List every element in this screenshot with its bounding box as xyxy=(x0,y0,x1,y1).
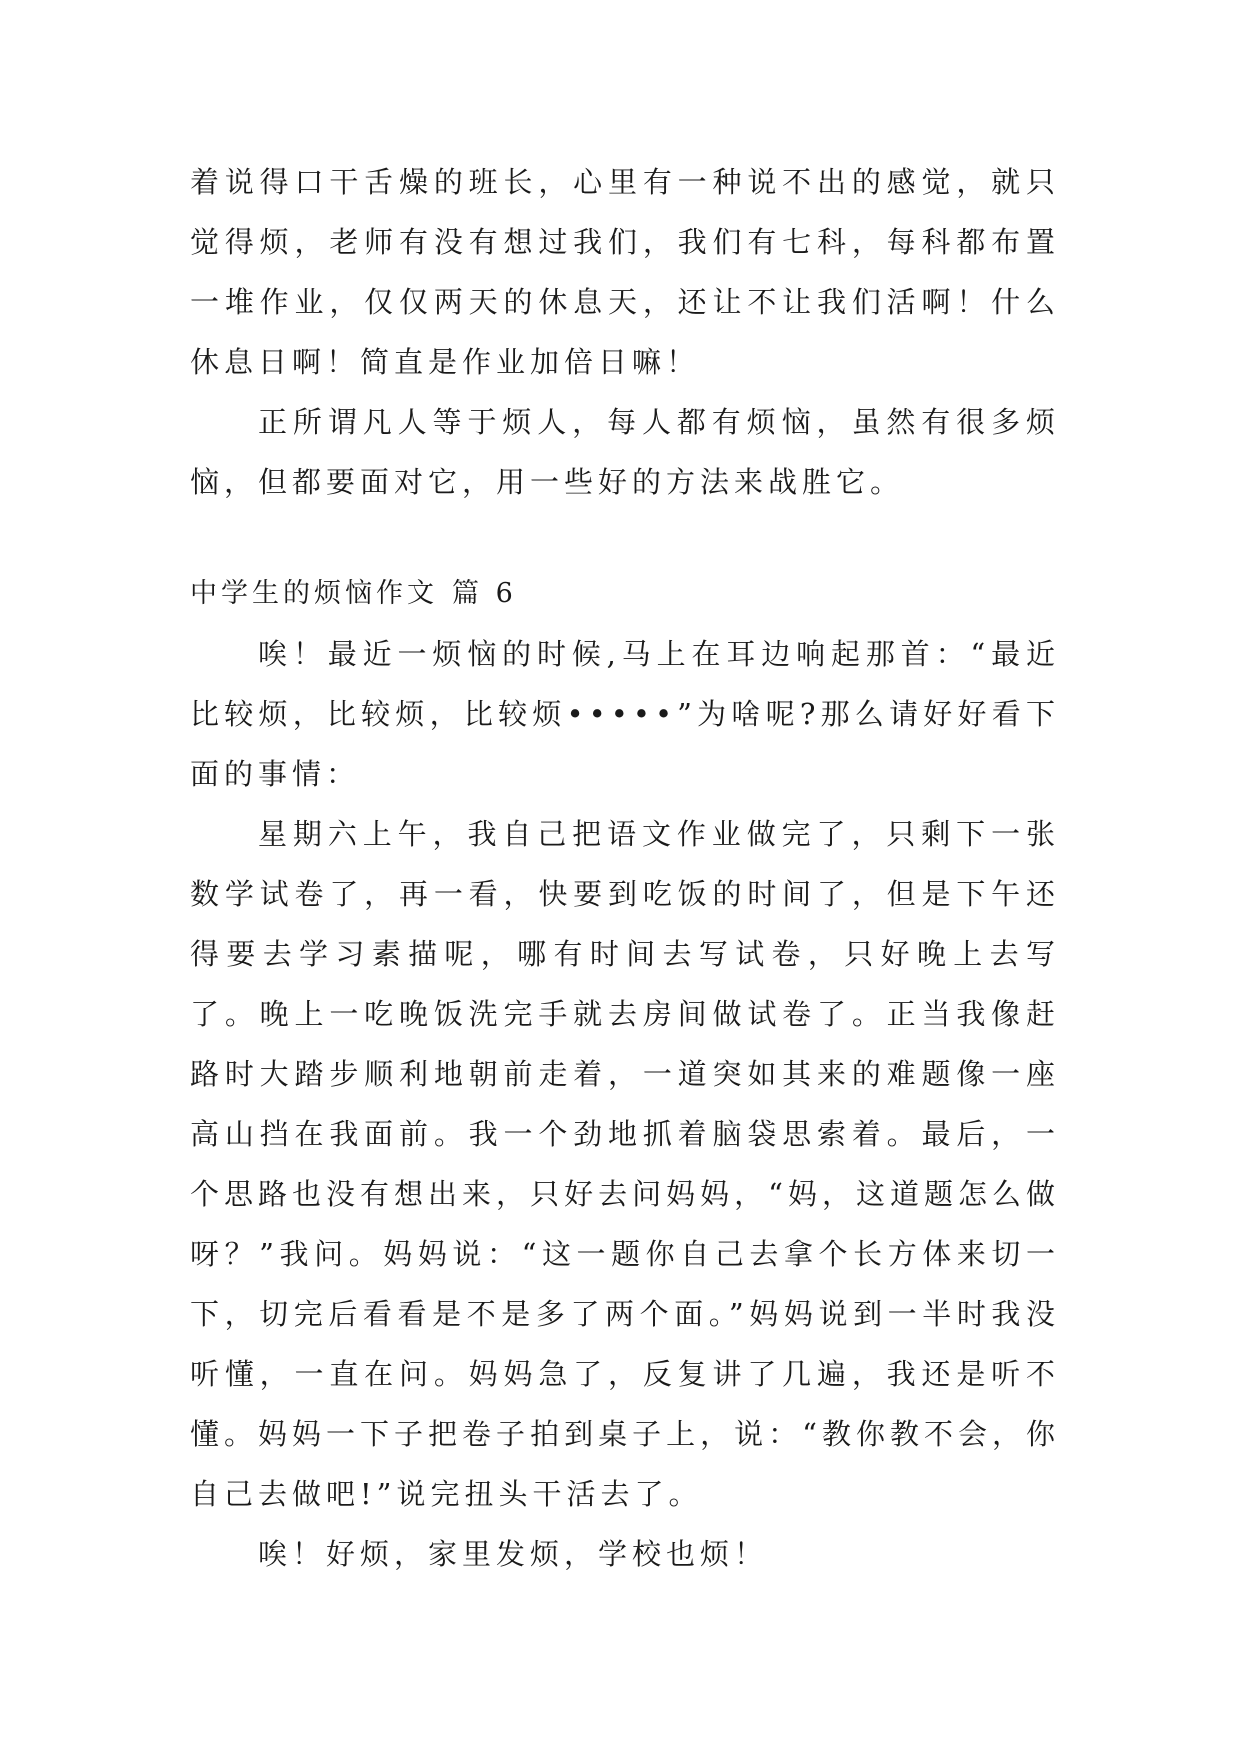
essay-heading xyxy=(190,564,517,624)
essay-title: 中学生的烦恼作文 xyxy=(190,578,438,609)
essay-number: 篇 6 xyxy=(452,578,517,609)
paragraph-ending: 唉！好烦，家里发烦，学校也烦！ xyxy=(258,1537,769,1571)
essay-body xyxy=(190,624,1060,1584)
paragraph-continuation: 着说得口干舌燥的班长，心里有一种说不出的感觉，就只觉得烦，老师有没有想过我们，我们有七科，每科都布置一堆作业，仅仅两天的休息天，还让不让我们活啊！什么休息日啊！简直是作业加倍日嘛！ xyxy=(190,165,1060,379)
paragraph-intro: 唉！最近一烦恼的时候,马上在耳边响起那首：“最近比较烦，比较烦，比较烦•••••”为啥呢?那么请好好看下面的事情： xyxy=(190,637,1060,791)
section-top xyxy=(190,152,1060,512)
paragraph-conclusion: 正所谓凡人等于烦人，每人都有烦恼，虽然有很多烦恼，但都要面对它，用一些好的方法来战胜它。 xyxy=(190,405,1060,499)
paragraph-story: 星期六上午，我自己把语文作业做完了，只剩下一张数学试卷了，再一看，快要到吃饭的时间了，但是下午还得要去学习素描呢，哪有时间去写试卷，只好晚上去写了。晚上一吃晚饭洗完手就去房间做试卷了。正当我像赶路时大踏步顺利地朝前走着，一道突如其来的难题像一座高山挡在我面前。我一个劲地抓着脑袋思索着。最后，一个思路也没有想出来，只好去问妈妈，“妈，这道题怎么做呀？”我问。妈妈说：“这一题你自己去拿个长方体来切一下，切完后看看是不是多了两个面。”妈妈说到一半时我没听懂，一直在问。妈妈急了，反复讲了几遍，我还是听不懂。妈妈一下子把卷子拍到桌子上，说：“教你教不会，你自己去做吧!”说完扭头干活去了。 xyxy=(190,817,1060,1511)
